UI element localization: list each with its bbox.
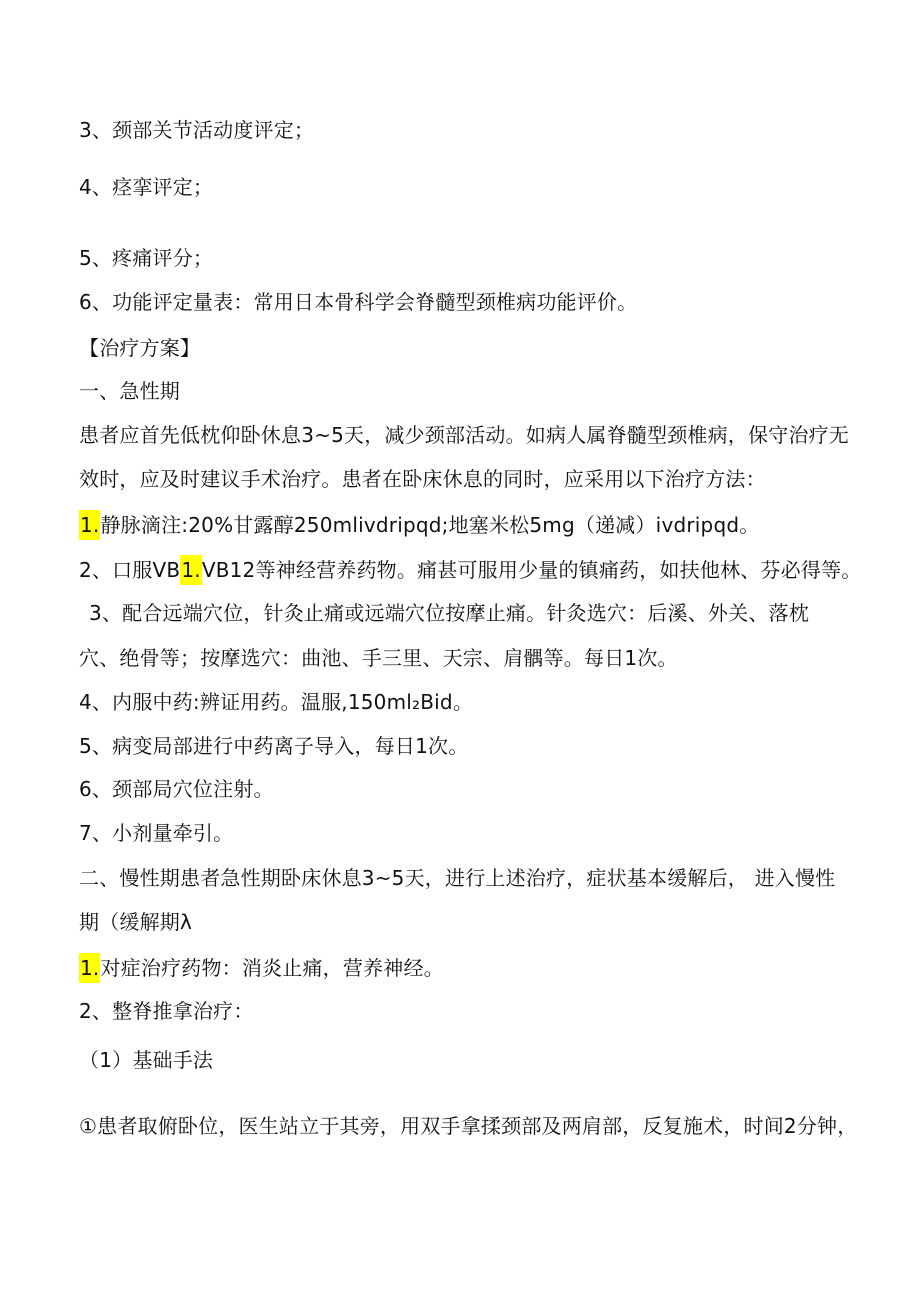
text-line: 患者应首先低枕仰卧休息3~5天，减少颈部活动。如病人属脊髓型颈椎病，保守治疗无 <box>79 423 850 447</box>
text-line: 效时，应及时建议手术治疗。患者在卧床休息的同时，应采用以下治疗方法： <box>79 467 766 491</box>
text-line: 5、病变局部进行中药离子导入，每日1次。 <box>79 734 469 758</box>
highlight-mark: 1. <box>79 510 100 540</box>
text-line: 4、痉挛评定； <box>79 175 214 199</box>
subsection-heading: 一、急性期 <box>79 379 180 403</box>
text-fragment: VB12等神经营养药物。痛甚可服用少量的镇痛药，如扶他林、芬必得等。 <box>201 558 862 582</box>
text-line: 期（缓解期λ <box>79 910 193 934</box>
highlight-mark: 1. <box>180 555 201 585</box>
text-fragment: 2、口服VB <box>79 558 181 582</box>
text-fragment: 静脉滴注:20%甘露醇250mlivdripqd;地塞米松5mg（递减）ivdripqd。 <box>100 513 760 537</box>
section-heading: 【治疗方案】 <box>79 336 201 360</box>
text-fragment: 对症治疗药物：消炎止痛，营养神经。 <box>100 956 444 980</box>
text-line: 3、颈部关节活动度评定； <box>79 118 315 142</box>
text-line: 3、配合远端穴位，针灸止痛或远端穴位按摩止痛。针灸选穴：后溪、外关、落枕 <box>89 601 809 625</box>
text-line <box>79 555 861 585</box>
text-line <box>79 510 759 540</box>
text-line: 4、内服中药:辨证用药。温服,150ml₂Bid。 <box>79 690 474 714</box>
text-line: 2、整脊推拿治疗： <box>79 999 254 1023</box>
text-line: 穴、绝骨等；按摩选穴：曲池、手三里、天宗、肩髃等。每日1次。 <box>79 646 678 670</box>
highlight-mark: 1. <box>79 953 100 983</box>
text-line: 6、功能评定量表：常用日本骨科学会脊髓型颈椎病功能评价。 <box>79 290 638 314</box>
text-line: 7、小剂量牵引。 <box>79 821 234 845</box>
text-line: 6、颈部局穴位注射。 <box>79 777 274 801</box>
text-line: ①患者取俯卧位，医生站立于其旁，用双手拿揉颈部及两肩部，反复施术，时间2分钟， <box>79 1114 858 1138</box>
text-line: 5、疼痛评分； <box>79 246 214 270</box>
text-line: （1）基础手法 <box>79 1048 214 1072</box>
text-line: 二、慢性期患者急性期卧床休息3~5天，进行上述治疗，症状基本缓解后， 进入慢性 <box>79 866 836 890</box>
text-line <box>79 953 444 983</box>
